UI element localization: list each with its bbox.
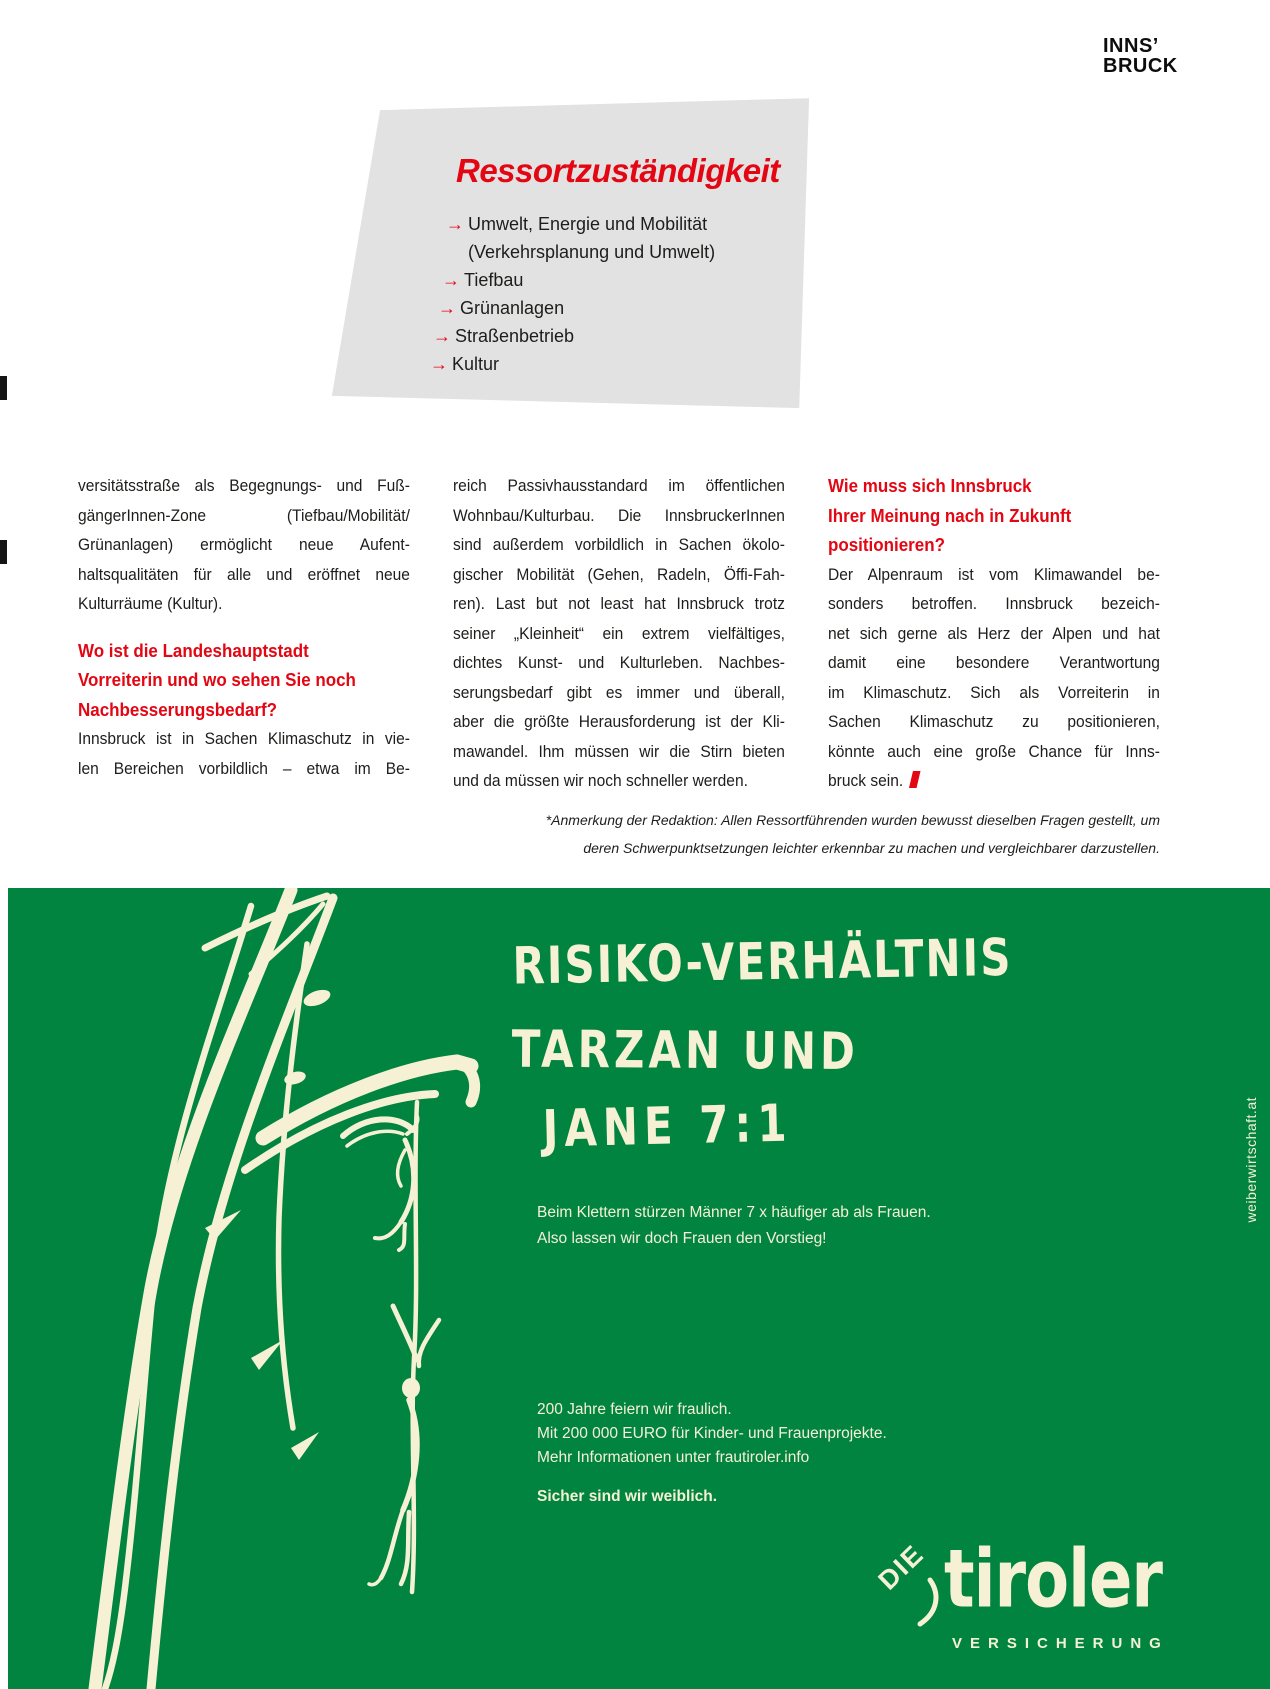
text-line: Wohnbau/Kulturbau. Die InnsbruckerInnen [453,506,785,525]
infobox-item [430,350,715,378]
ad-body-line: Also lassen wir doch Frauen den Vorstieg! [537,1229,827,1247]
infobox-item-line [433,322,715,350]
ad-info-line: Mit 200 000 EURO für Kinder- und Frauenprojekte. [537,1425,887,1442]
article-column [453,472,785,797]
end-mark-icon [909,771,921,788]
ad-headline-line: TARZAN UND [511,1019,860,1082]
text-line: im Klimaschutz. Sich als Vorreiterin in [828,683,1160,702]
article-column [78,472,410,784]
paragraph [453,472,785,797]
text-line: aber die größte Herausforderung ist der Kli- [453,713,785,731]
ad-body-text [537,1200,931,1251]
tiroler-logo-wordmark: tiroler [944,1533,1162,1627]
infobox-item [442,266,715,294]
footnote-line: *Anmerkung der Redaktion: Allen Ressortführenden wurden bewusst dieselben Fragen gestellt, um [545,812,1160,828]
infobox-item-line [430,350,715,378]
text-line: bruck sein. [828,767,1160,797]
paragraph [78,725,410,784]
infobox-item [433,322,715,350]
ad-info-text [537,1398,887,1470]
infobox-item [446,210,715,266]
paragraph [828,561,1160,797]
text-line: könnte auch eine große Chance für Inns- [828,742,1160,761]
infobox-item-label: Straßenbetrieb [455,326,575,346]
infobox-item-label: Umwelt, Energie und Mobilität [468,214,708,234]
arrow-right-icon: → [438,298,456,318]
text-line: Wo ist die Landeshauptstadt [78,640,309,661]
text-line: Der Alpenraum ist vom Klimawandel be- [828,565,1160,584]
text-line: Vorreiterin und wo sehen Sie noch [78,670,356,690]
paragraph [78,472,410,620]
tiroler-logo-subline: VERSICHERUNG [952,1635,1169,1652]
ad-headline-line: JANE 7:1 [542,1092,794,1159]
text-line: Ihrer Meinung nach in Zukunft [828,505,1072,526]
text-line: ren). Last but not least hat Innsbruck trotz [453,595,785,613]
question-heading [828,472,1160,561]
footnote-line: deren Schwerpunktsetzungen leichter erkennbar zu machen und vergleichbarer darzustellen. [583,840,1160,856]
text-line: len Bereichen vorbildlich – etwa im Be- [78,759,410,778]
print-edge-mark [0,376,7,400]
infobox-item-line [446,238,715,266]
article-column [828,472,1160,797]
text-line: sind außerdem vorbildlich in Sachen ökolo- [453,536,785,554]
infobox-list [430,210,715,378]
infobox-item-label: Tiefbau [464,270,524,290]
agency-credit-vertical: weiberwirtschaft.at [1243,1097,1259,1223]
infobox-item-label: (Verkehrsplanung und Umwelt) [468,242,716,262]
text-line: Kulturräume (Kultur). [78,595,223,613]
arrow-right-icon: → [430,354,448,374]
text-line: reich Passivhausstandard im öffentlichen [453,477,785,495]
innsbruck-logo-line2: BRUCK [1103,55,1178,77]
text-line: damit eine besondere Verantwortung [828,654,1160,672]
innsbruck-logo [1103,36,1178,76]
ad-headline-line: RISIKO-VERHÄLTNIS [512,927,1014,996]
infobox-title: Ressortzuständigkeit [456,152,780,189]
infobox-item-line [438,294,715,322]
text-line: net sich gerne als Herz der Alpen und hat [828,624,1160,643]
tiroler-logo-swoosh-icon [908,1576,948,1632]
text-line: haltsqualitäten für alle und eröffnet neue [78,565,410,584]
text-line: und da müssen wir noch schneller werden. [453,772,748,790]
text-line: mawandel. Ihm müssen wir die Stirn bieten [453,742,785,761]
editorial-footnote [500,806,1160,862]
text-line: seiner „Kleinheit“ ein extrem vielfältiges, [453,624,785,643]
text-line: Nachbesserungsbedarf? [78,699,278,720]
text-line: positionieren? [828,535,945,555]
arrow-right-icon: → [433,326,451,346]
innsbruck-logo-line1: INNS’ [1103,35,1159,57]
text-line: Wie muss sich Innsbruck [828,476,1032,496]
tiroler-logo-die: DIE [872,1538,930,1596]
question-heading [78,637,410,726]
arrow-right-icon: → [446,214,464,234]
infobox-item-line [442,266,715,294]
tarzan-jane-illustration [55,888,535,1689]
text-line: gischer Mobilität (Gehen, Radeln, Öffi-Fah- [453,565,785,584]
infobox-item-label: Grünanlagen [460,298,565,318]
text-line: Innsbruck ist in Sachen Klimaschutz in vie- [78,730,410,748]
infobox-item-label: Kultur [452,354,500,374]
ad-info-line: 200 Jahre feiern wir fraulich. [537,1401,732,1418]
text-line: gängerInnen-Zone (Tiefbau/Mobilität/ [78,506,410,525]
text-line: Sachen Klimaschutz zu positionieren, [828,713,1160,731]
infobox-item [438,294,715,322]
text-line: serungsbedarf gibt es immer und überall, [453,683,785,702]
ad-info-line: Mehr Informationen unter frautiroler.info [537,1449,810,1466]
text-line: dichtes Kunst- und Kulturleben. Nachbes- [453,654,785,672]
infobox-item-line [446,210,715,238]
ad-claim: Sicher sind wir weiblich. [537,1488,718,1505]
arrow-right-icon: → [442,270,460,290]
ad-body-line: Beim Klettern stürzen Männer 7 x häufiger ab als Frauen. [537,1204,931,1221]
text-line: versitätsstraße als Begegnungs- und Fuß- [78,477,410,495]
tiroler-versicherung-ad [8,888,1270,1689]
print-edge-mark [0,540,7,564]
text-line: sonders betroffen. Innsbruck bezeich- [828,595,1160,613]
text-line: Grünanlagen) ermöglicht neue Aufent- [78,536,410,554]
